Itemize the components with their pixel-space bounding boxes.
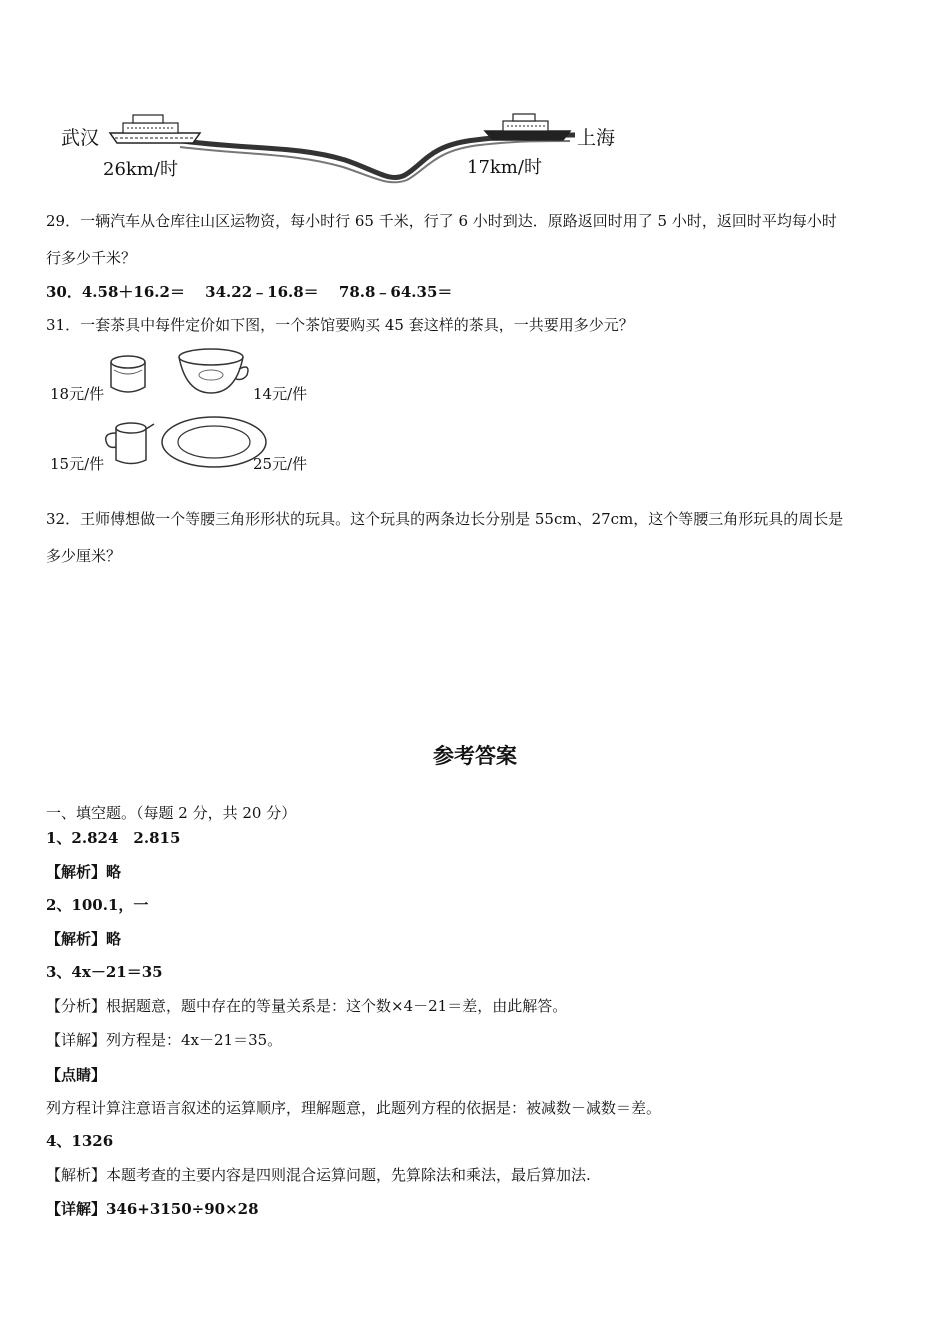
left-city-label: 武汉 xyxy=(61,127,100,149)
question-31: 31．一套茶具中每件定价如下图，一个茶馆要购买 45 套这样的茶具，一共要用多少元？ xyxy=(46,316,634,334)
question-32-line2: 多少厘米？ xyxy=(46,547,122,565)
answer-3-comment: 列方程计算注意语言叙述的运算顺序，理解题意，此题列方程的依据是：被减数－减数＝差。 xyxy=(46,1099,662,1117)
answers-title: 参考答案 xyxy=(433,744,517,768)
plate-price-label: 25元/件 xyxy=(253,455,308,473)
tea-set-figure xyxy=(46,345,326,475)
plate-icon xyxy=(162,417,266,467)
answer-4-detail: 【详解】346+3150÷90×28 xyxy=(46,1200,259,1218)
right-ship-icon xyxy=(485,114,570,140)
question-29-line1: 29．一辆汽车从仓库往山区运物资，每小时行 65 千米，行了 6 小时到达．原路返回时用了 5 小时，返回时平均每小时 xyxy=(46,212,837,230)
answer-1-note: 【解析】略 xyxy=(46,863,122,881)
question-29-line2: 行多少千米？ xyxy=(46,249,137,267)
answer-3: 3、4x－21＝35 xyxy=(46,963,163,981)
left-speed-label: 26km/时 xyxy=(103,159,178,180)
bowl-price-label: 14元/件 xyxy=(253,385,308,403)
left-ship-icon xyxy=(110,115,200,143)
question-32-line1: 32．王师傅想做一个等腰三角形形状的玩具。这个玩具的两条边长分别是 55cm、27cm，这个等腰三角形玩具的周长是 xyxy=(46,510,844,528)
answer-1: 1、2.824 2.815 xyxy=(46,829,181,847)
bowl-icon xyxy=(179,349,248,393)
answer-3-comment-label: 【点睛】 xyxy=(46,1066,107,1084)
cup-icon xyxy=(111,356,145,392)
answer-4-analysis: 【解析】本题考查的主要内容是四则混合运算问题，先算除法和乘法，最后算加法. xyxy=(46,1166,591,1184)
pitcher-icon xyxy=(106,423,154,464)
answer-2: 2、100.1，一 xyxy=(46,896,149,914)
pitcher-price-label: 15元/件 xyxy=(50,455,105,473)
right-city-label: 上海 xyxy=(577,127,616,149)
answer-3-analysis: 【分析】根据题意，题中存在的等量关系是：这个数×4－21＝差，由此解答。 xyxy=(46,997,568,1015)
answer-3-detail: 【详解】列方程是：4x－21＝35。 xyxy=(46,1031,283,1049)
answer-2-note: 【解析】略 xyxy=(46,930,122,948)
answers-section-1: 一、填空题。（每题 2 分，共 20 分） xyxy=(46,804,297,822)
question-30: 30．4.58＋16.2＝ 34.22﹣16.8＝ 78.8﹣64.35＝ xyxy=(46,283,453,301)
answer-4: 4、1326 xyxy=(46,1132,114,1150)
cup-price-label: 18元/件 xyxy=(50,385,105,403)
right-speed-label: 17km/时 xyxy=(467,157,542,178)
river-figure xyxy=(55,105,635,190)
